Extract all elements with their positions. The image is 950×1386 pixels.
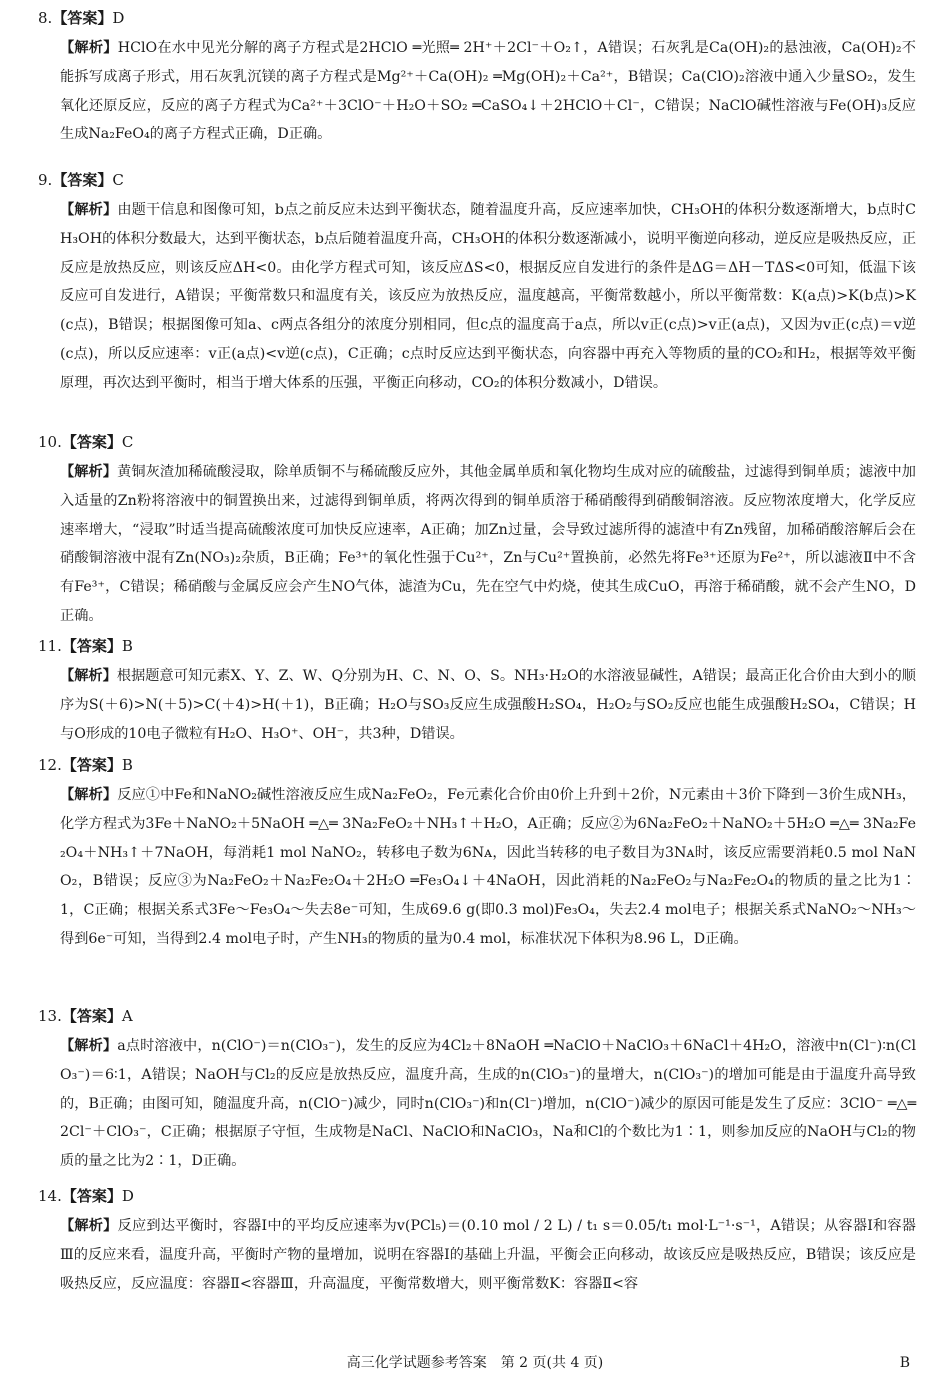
explanation xyxy=(60,1032,916,1176)
answer-line xyxy=(38,170,918,190)
answer-value: D xyxy=(121,1187,134,1205)
answer-value: B xyxy=(121,756,133,774)
question-number: 10. xyxy=(38,433,62,451)
answer-label: 【答案】 xyxy=(61,1187,122,1205)
question-12 xyxy=(38,755,918,954)
answer-label: 【答案】 xyxy=(61,1007,122,1025)
explanation-text: 反应到达平衡时，容器Ⅰ中的平均反应速率为v(PCl₅)＝(0.10 mol / 2 L) / t₁ s＝0.05/t₁ mol·L⁻¹·s⁻¹，A错误；从容器Ⅰ和容器Ⅲ的反应来看，温度升高，平衡时产物的量增加，说明在容器Ⅰ的基础上升温，平衡会正向移动，故该反应是吸热反应，B错误；该反应是吸热反应，反应温度：容器Ⅱ<容器Ⅲ，升高温度，平衡常数增大，则平衡常数K：容器Ⅱ<容 xyxy=(60,1218,916,1292)
explanation xyxy=(60,781,916,954)
explanation-label: 【解析】 xyxy=(60,40,118,56)
explanation xyxy=(60,34,916,149)
explanation-text: a点时溶液中，n(ClO⁻)＝n(ClO₃⁻)，发生的反应为4Cl₂＋8NaOH ═NaClO＋NaClO₃＋6NaCl＋4H₂O，溶液中n(Cl⁻)∶n(ClO₃⁻)＝6∶1，A错误；NaOH与Cl₂的反应是放热反应，温度升高，生成的n(ClO₃⁻)的量增大，n(ClO₃⁻)的增加可能是由于温度升高导致的，B正确；由图可知，随温度升高，n(ClO⁻)减少，同时n(ClO₃⁻)和n(Cl⁻)增加，n(ClO⁻)减少的原因可能是发生了反应：3ClO⁻ ═△═ 2Cl⁻＋ClO₃⁻，C正确；根据原子守恒，生成物是NaCl、NaClO和NaClO₃，Na和Cl的个数比为1∶1，则参加反应的NaOH与Cl₂的物质的量之比为2∶1，D正确。 xyxy=(60,1038,916,1170)
answer-label: 【答案】 xyxy=(61,433,122,451)
answer-line xyxy=(38,432,918,452)
answer-label: 【答案】 xyxy=(61,637,122,655)
footer-version: B xyxy=(899,1355,910,1371)
explanation-label: 【解析】 xyxy=(60,1218,118,1234)
page-footer xyxy=(0,1352,950,1374)
answer-label: 【答案】 xyxy=(52,9,113,27)
answer-label: 【答案】 xyxy=(52,171,113,189)
question-10 xyxy=(38,432,918,631)
question-number: 9. xyxy=(38,171,53,189)
answer-value: C xyxy=(112,171,124,189)
explanation xyxy=(60,196,916,398)
explanation-text: 黄铜灰渣加稀硫酸浸取，除单质铜不与稀硫酸反应外，其他金属单质和氧化物均生成对应的硫酸盐，过滤得到铜单质；滤液中加入适量的Zn粉将溶液中的铜置换出来，过滤得到铜单质，将两次得到的铜单质溶于稀硝酸得到硝酸铜溶液。反应物浓度增大，化学反应速率增大，“浸取”时适当提高硫酸浓度可加快反应速率，A正确；加Zn过量，会导致过滤所得的滤渣中有Zn残留，加稀硝酸溶解后会在硝酸铜溶液中混有Zn(NO₃)₂杂质，B正确；Fe³⁺的氧化性强于Cu²⁺，Zn与Cu²⁺置换前，必然先将Fe³⁺还原为Fe²⁺，所以滤液Ⅱ中不含有Fe³⁺，C错误；稀硝酸与金属反应会产生NO气体，滤渣为Cu，先在空气中灼烧，使其生成CuO，再溶于稀硝酸，就不会产生NO，D正确。 xyxy=(60,464,916,624)
question-11 xyxy=(38,636,918,748)
explanation xyxy=(60,1212,916,1298)
question-number: 8. xyxy=(38,9,53,27)
answer-value: C xyxy=(121,433,134,451)
answer-value: A xyxy=(121,1007,133,1025)
explanation-label: 【解析】 xyxy=(60,464,118,480)
answer-line xyxy=(38,1186,918,1206)
explanation-text: 根据题意可知元素X、Y、Z、W、Q分别为H、C、N、O、S。NH₃·H₂O的水溶液显碱性，A错误；最高正化合价由大到小的顺序为S(＋6)>N(＋5)>C(＋4)>H(＋1)，B正确；H₂O与SO₃反应生成强酸H₂SO₄，H₂O₂与SO₂反应也能生成强酸H₂SO₄，C错误；H与O形成的10电子微粒有H₂O、H₃O⁺、OH⁻，共3种，D错误。 xyxy=(60,668,916,742)
explanation-label: 【解析】 xyxy=(60,202,118,218)
explanation-text: 反应①中Fe和NaNO₂碱性溶液反应生成Na₂FeO₂，Fe元素化合价由0价上升到＋2价，N元素由＋3价下降到－3价生成NH₃，化学方程式为3Fe＋NaNO₂＋5NaOH ═△═ 3Na₂FeO₂＋NH₃↑＋H₂O，A正确；反应②为6Na₂FeO₂＋NaNO₂＋5H₂O ═△═ 3Na₂Fe₂O₄＋NH₃↑＋7NaOH，每消耗1 mol NaNO₂，转移电子数为6Nᴀ，因此当转移的电子数目为3Nᴀ时，该反应需要消耗0.5 mol NaNO₂，B错误；反应③为Na₂FeO₂＋Na₂Fe₂O₄＋2H₂O ═Fe₃O₄↓＋4NaOH，因此消耗的Na₂FeO₂与Na₂Fe₂O₄的物质的量之比为1∶1，C正确；根据关系式3Fe～Fe₃O₄～失去8e⁻可知，生成69.6 g(即0.3 mol)Fe₃O₄，失去2.4 mol电子；根据关系式NaNO₂～NH₃～得到6e⁻可知，当得到2.4 mol电子时，产生NH₃的物质的量为0.4 mol，标准状况下体积为8.96 L，D正确。 xyxy=(60,787,916,947)
answer-line xyxy=(38,755,918,775)
explanation-label: 【解析】 xyxy=(60,787,118,803)
answer-line xyxy=(38,636,918,656)
explanation-label: 【解析】 xyxy=(60,1038,118,1054)
answer-line xyxy=(38,1006,918,1026)
explanation-text: 由题干信息和图像可知，b点之前反应未达到平衡状态，随着温度升高，反应速率加快，CH₃OH的体积分数逐渐增大，b点时CH₃OH的体积分数最大，达到平衡状态，b点后随着温度升高，CH₃OH的体积分数逐渐减小，说明平衡逆向移动，逆反应是吸热反应，正反应是放热反应，则该反应ΔH<0。由化学方程式可知，该反应ΔS<0，根据反应自发进行的条件是ΔG＝ΔH－TΔS<0可知，低温下该反应可自发进行，A错误；平衡常数只和温度有关，该反应为放热反应，温度越高，平衡常数越小，所以平衡常数：K(a点)>K(b点)>K(c点)，B错误；根据图像可知a、c两点各组分的浓度分别相同，但c点的温度高于a点，所以v正(c点)>v正(a点)，又因为v正(c点)＝v逆(c点)，所以反应速率：v正(a点)<v逆(c点)，C正确；c点时反应达到平衡状态，向容器中再充入等物质的量的CO₂和H₂，根据等效平衡原理，再次达到平衡时，相当于增大体系的压强，平衡正向移动，CO₂的体积分数减小，D错误。 xyxy=(60,202,917,391)
answer-value: B xyxy=(121,637,133,655)
question-13 xyxy=(38,1006,918,1176)
question-14 xyxy=(38,1186,918,1298)
question-8 xyxy=(38,8,918,149)
explanation-text: HClO在水中见光分解的离子方程式是2HClO ═光照═ 2H⁺＋2Cl⁻＋O₂↑，A错误；石灰乳是Ca(OH)₂的悬浊液，Ca(OH)₂不能拆写成离子形式，用石灰乳沉镁的离子方程式是Mg²⁺＋Ca(OH)₂ ═Mg(OH)₂＋Ca²⁺，B错误；Ca(ClO)₂溶液中通入少量SO₂，发生氧化还原反应，反应的离子方程式为Ca²⁺＋3ClO⁻＋H₂O＋SO₂ ═CaSO₄↓＋2HClO＋Cl⁻，C错误；NaClO碱性溶液与Fe(OH)₃反应生成Na₂FeO₄的离子方程式正确，D正确。 xyxy=(60,40,916,143)
answer-line xyxy=(38,8,918,28)
answer-value: D xyxy=(112,9,125,27)
question-number: 14. xyxy=(38,1187,62,1205)
explanation xyxy=(60,458,916,631)
question-9 xyxy=(38,170,918,398)
explanation xyxy=(60,662,916,748)
answer-label: 【答案】 xyxy=(61,756,122,774)
question-number: 11. xyxy=(38,637,62,655)
question-number: 13. xyxy=(38,1007,62,1025)
footer-page-info: 高三化学试题参考答案 第 2 页(共 4 页) xyxy=(346,1355,604,1371)
question-number: 12. xyxy=(38,756,62,774)
explanation-label: 【解析】 xyxy=(60,668,117,684)
